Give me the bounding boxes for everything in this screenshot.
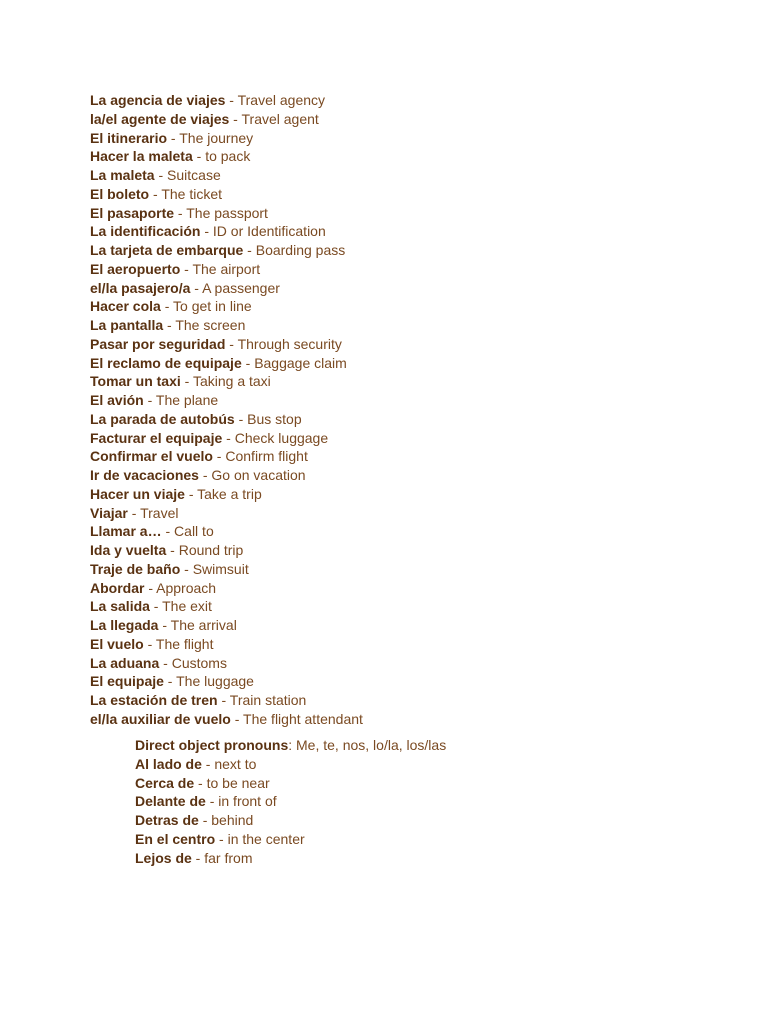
meaning-text: Baggage claim xyxy=(254,354,347,371)
term-text: Llamar a… xyxy=(90,523,162,540)
meaning-text: behind xyxy=(211,812,254,828)
meaning-text: The exit xyxy=(162,598,212,615)
term-text: Al lado de xyxy=(135,755,202,772)
term-text: Tomar un taxi xyxy=(90,373,181,390)
vocabulary-entry xyxy=(90,447,363,466)
separator: - xyxy=(184,485,198,502)
vocabulary-entry xyxy=(90,241,363,260)
vocabulary-entry xyxy=(90,391,363,410)
vocabulary-entry xyxy=(90,279,363,298)
vocabulary-entry xyxy=(90,466,363,485)
separator: - xyxy=(127,504,141,521)
term-text: Detras de xyxy=(135,812,199,828)
term-text: Hacer un viaje xyxy=(90,485,185,502)
meaning-text: ID or Identification xyxy=(212,223,326,240)
vocabulary-entry xyxy=(90,429,363,448)
meaning-text: Suitcase xyxy=(167,167,221,183)
meaning-text: Travel agent xyxy=(241,110,319,127)
term-text: El pasaporte xyxy=(90,204,175,221)
vocabulary-entry xyxy=(90,129,363,148)
term-text: Delante de xyxy=(135,793,206,810)
separator: - xyxy=(161,523,175,540)
meaning-text: The airport xyxy=(192,260,261,277)
vocabulary-entry xyxy=(90,354,363,373)
meaning-text: The screen xyxy=(175,317,246,333)
separator: - xyxy=(225,335,238,352)
separator: - xyxy=(192,148,206,165)
term-text: Ida y vuelta xyxy=(90,542,167,558)
term-text: La maleta xyxy=(90,167,155,183)
meaning-text: Boarding pass xyxy=(255,242,346,258)
separator: - xyxy=(149,598,163,615)
separator: - xyxy=(144,579,157,596)
separator: - xyxy=(241,354,255,371)
vocabulary-entry xyxy=(90,485,363,504)
separator: - xyxy=(163,317,176,333)
term-text: La parada de autobús xyxy=(90,410,235,427)
separator: - xyxy=(243,242,256,258)
term-text: La agencia de viajes xyxy=(90,92,226,108)
meaning-text: Through security xyxy=(237,335,342,352)
vocabulary-entry xyxy=(90,522,363,541)
separator: : xyxy=(288,737,297,753)
separator: - xyxy=(174,204,187,221)
vocabulary-entry xyxy=(90,166,363,185)
meaning-text: Train station xyxy=(229,692,307,708)
separator: - xyxy=(194,774,207,791)
term-text: El boleto xyxy=(90,185,150,202)
meaning-text: Round trip xyxy=(178,542,244,558)
term-text: Confirmar el vuelo xyxy=(90,448,213,465)
term-text: El itinerario xyxy=(90,129,168,146)
vocabulary-entry xyxy=(90,672,363,691)
term-text: el/la pasajero/a xyxy=(90,279,191,296)
meaning-text: The plane xyxy=(155,392,219,408)
separator: - xyxy=(154,167,168,183)
vocabulary-entry xyxy=(90,204,363,223)
meaning-text: Me, te, nos, lo/la, los/las xyxy=(296,737,447,753)
vocabulary-entry xyxy=(90,560,363,579)
vocabulary-entry xyxy=(90,110,363,129)
meaning-text: A passenger xyxy=(202,279,280,296)
separator: - xyxy=(229,110,242,127)
vocabulary-entry xyxy=(90,504,363,523)
term-text: Viajar xyxy=(90,504,128,521)
meaning-text: Bus stop xyxy=(247,410,302,427)
vocabulary-entry xyxy=(90,579,363,598)
separator: - xyxy=(166,542,179,558)
term-text: El aeropuerto xyxy=(90,260,181,277)
meaning-text: To get in line xyxy=(173,298,252,315)
grammar-entry xyxy=(135,830,446,849)
grammar-entry xyxy=(135,811,446,830)
separator: - xyxy=(158,617,171,633)
vocabulary-entry xyxy=(90,541,363,560)
meaning-text: The arrival xyxy=(170,617,237,633)
term-text: Facturar el equipaje xyxy=(90,429,223,446)
term-text: La llegada xyxy=(90,617,159,633)
grammar-entry xyxy=(135,849,446,868)
separator: - xyxy=(198,812,212,828)
separator: - xyxy=(167,129,180,146)
meaning-text: to be near xyxy=(206,774,270,791)
meaning-text: Check luggage xyxy=(234,429,329,446)
term-text: La tarjeta de embarque xyxy=(90,242,244,258)
vocabulary-entry xyxy=(90,147,363,166)
meaning-text: in the center xyxy=(227,830,305,847)
separator: - xyxy=(215,830,228,847)
term-text: Pasar por seguridad xyxy=(90,335,226,352)
separator: - xyxy=(225,92,238,108)
vocabulary-entry xyxy=(90,372,363,391)
separator: - xyxy=(159,654,172,671)
meaning-text: Customs xyxy=(171,654,227,671)
term-text: El reclamo de equipaje xyxy=(90,354,242,371)
vocabulary-entry xyxy=(90,185,363,204)
meaning-text: The flight attendant xyxy=(243,710,363,727)
term-text: Ir de vacaciones xyxy=(90,467,199,483)
term-text: La identificación xyxy=(90,223,201,240)
separator: - xyxy=(234,410,248,427)
vocabulary-entry xyxy=(90,616,363,635)
grammar-entry xyxy=(135,736,446,755)
term-text: Direct object pronouns xyxy=(135,737,289,753)
separator: - xyxy=(149,185,162,202)
term-text: El avión xyxy=(90,392,144,408)
term-text: Hacer cola xyxy=(90,298,161,315)
grammar-entry xyxy=(135,774,446,793)
term-text: Abordar xyxy=(90,579,145,596)
meaning-text: to pack xyxy=(205,148,251,165)
vocabulary-entry xyxy=(90,597,363,616)
term-text: En el centro xyxy=(135,830,216,847)
separator: - xyxy=(190,279,203,296)
travel-vocabulary-list xyxy=(90,91,363,729)
term-text: el/la auxiliar de vuelo xyxy=(90,710,231,727)
meaning-text: The luggage xyxy=(176,673,254,690)
grammar-entry xyxy=(135,755,446,774)
meaning-text: Swimsuit xyxy=(192,560,249,577)
separator: - xyxy=(163,673,177,690)
meaning-text: Travel agency xyxy=(237,92,326,108)
term-text: Hacer la maleta xyxy=(90,148,193,165)
term-text: Cerca de xyxy=(135,774,195,791)
vocabulary-entry xyxy=(90,260,363,279)
vocabulary-entry xyxy=(90,691,363,710)
term-text: El equipaje xyxy=(90,673,164,690)
meaning-text: Call to xyxy=(174,523,214,540)
separator: - xyxy=(143,635,156,652)
separator: - xyxy=(230,710,244,727)
separator: - xyxy=(201,755,215,772)
separator: - xyxy=(160,298,174,315)
term-text: Traje de baño xyxy=(90,560,181,577)
separator: - xyxy=(180,373,193,390)
meaning-text: Take a trip xyxy=(197,485,262,502)
separator: - xyxy=(143,392,156,408)
vocabulary-entry xyxy=(90,710,363,729)
vocabulary-entry xyxy=(90,297,363,316)
meaning-text: The journey xyxy=(179,129,254,146)
separator: - xyxy=(180,560,193,577)
meaning-text: The ticket xyxy=(161,185,223,202)
separator: - xyxy=(191,849,205,866)
meaning-text: Go on vacation xyxy=(211,467,306,483)
separator: - xyxy=(222,429,235,446)
meaning-text: far from xyxy=(204,849,253,866)
vocabulary-entry xyxy=(90,91,363,110)
grammar-entry xyxy=(135,792,446,811)
separator: - xyxy=(200,223,213,240)
term-text: El vuelo xyxy=(90,635,144,652)
meaning-text: Approach xyxy=(156,579,217,596)
term-text: Lejos de xyxy=(135,849,192,866)
meaning-text: in front of xyxy=(218,793,277,810)
term-text: La pantalla xyxy=(90,317,164,333)
grammar-notes-list xyxy=(135,736,446,867)
vocabulary-entry xyxy=(90,335,363,354)
meaning-text: The passport xyxy=(186,204,268,221)
meaning-text: next to xyxy=(214,755,257,772)
separator: - xyxy=(212,448,226,465)
meaning-text: Confirm flight xyxy=(225,448,308,465)
vocabulary-entry xyxy=(90,654,363,673)
meaning-text: Taking a taxi xyxy=(192,373,271,390)
separator: - xyxy=(180,260,193,277)
meaning-text: Travel xyxy=(140,504,179,521)
vocabulary-entry xyxy=(90,222,363,241)
term-text: la/el agente de viajes xyxy=(90,110,230,127)
separator: - xyxy=(198,467,212,483)
vocabulary-entry xyxy=(90,410,363,429)
separator: - xyxy=(205,793,219,810)
term-text: La estación de tren xyxy=(90,692,218,708)
vocabulary-entry xyxy=(90,635,363,654)
term-text: La aduana xyxy=(90,654,160,671)
separator: - xyxy=(217,692,230,708)
term-text: La salida xyxy=(90,598,150,615)
vocabulary-entry xyxy=(90,316,363,335)
meaning-text: The flight xyxy=(155,635,214,652)
